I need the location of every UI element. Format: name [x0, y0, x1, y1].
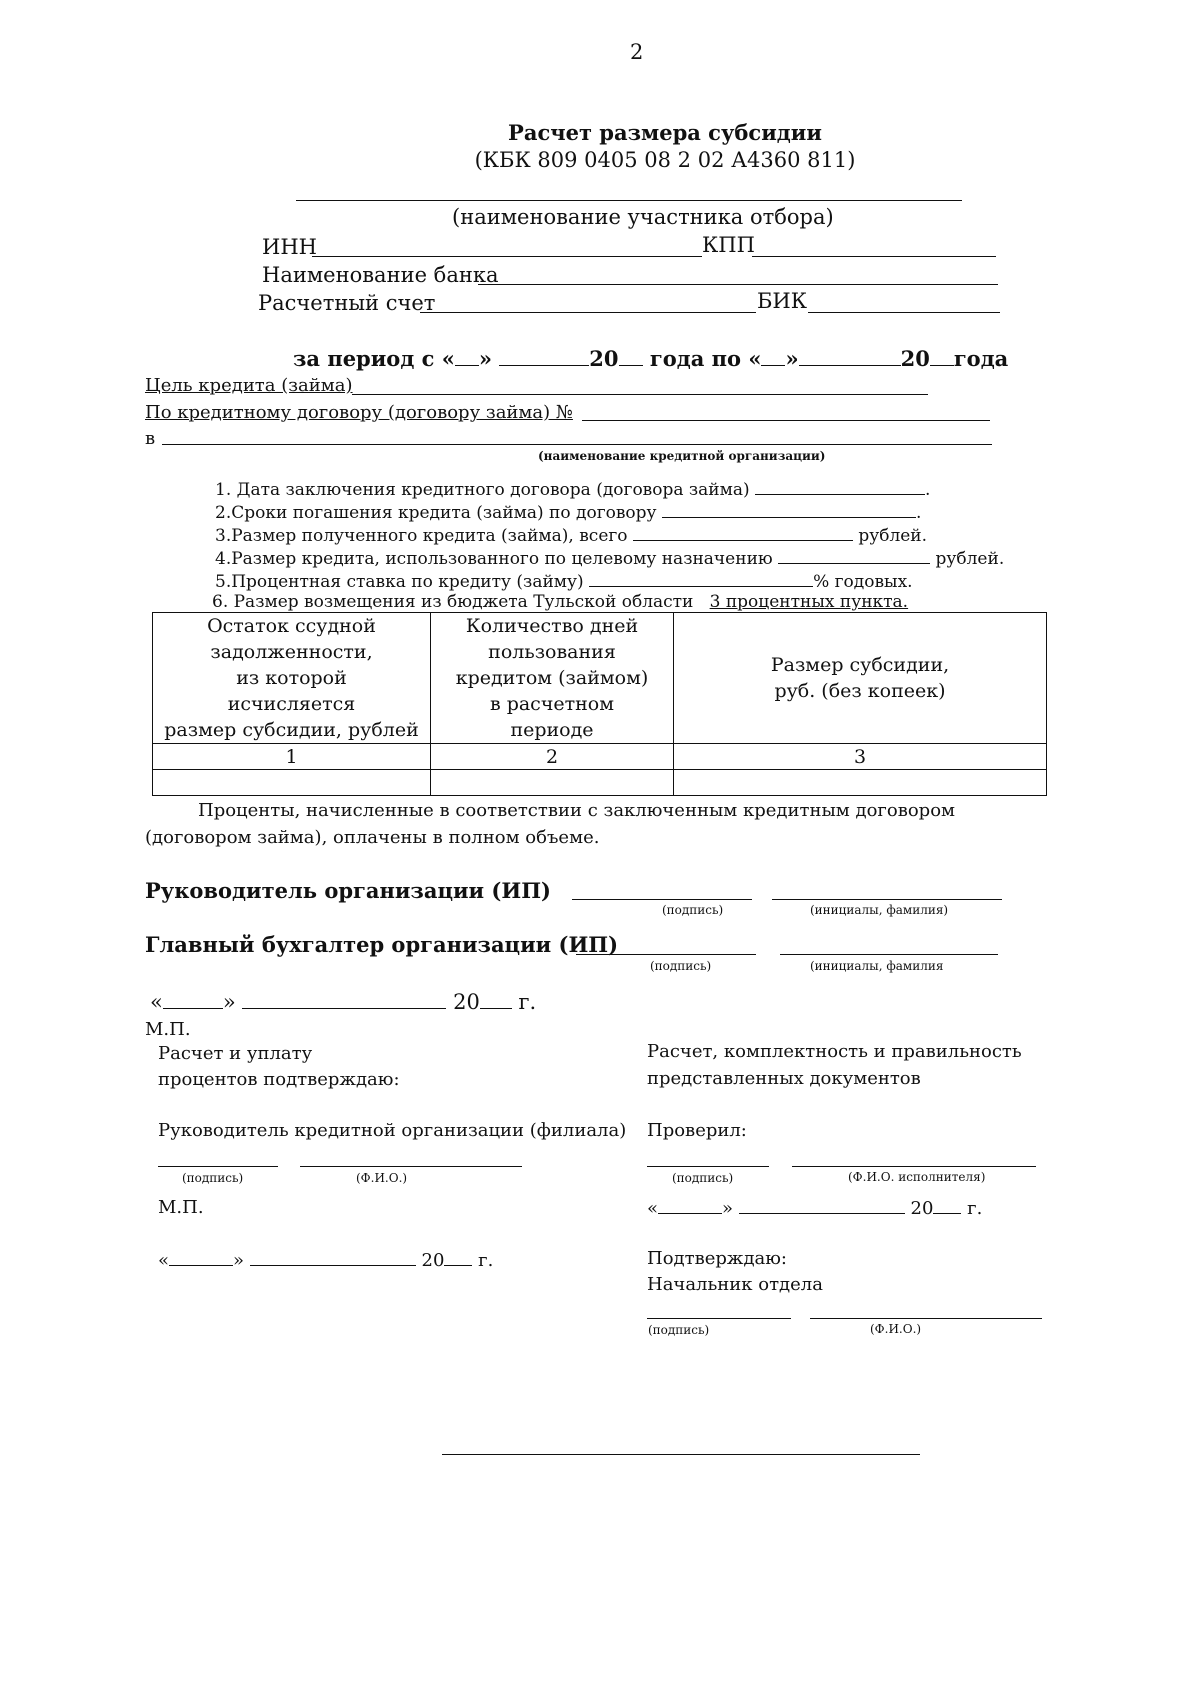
item-4	[215, 546, 1004, 569]
dept-head-signature-field[interactable]	[647, 1318, 791, 1319]
item-6-label: 6. Размер возмещения из бюджета Тульской области	[212, 592, 694, 612]
bank-org-field[interactable]	[162, 444, 992, 445]
checker-date-year-field[interactable]	[933, 1196, 961, 1214]
period-from-label: за период с «	[293, 346, 455, 371]
interest-paragraph-line2: (договором займа), оплачены в полном объеме.	[145, 827, 600, 848]
bank-head-signature-caption: (подпись)	[182, 1171, 244, 1185]
item-1-label: 1. Дата заключения кредитного договора (договора займа)	[215, 480, 750, 500]
item-1-field[interactable]	[755, 477, 925, 495]
bank-name-field[interactable]	[478, 284, 998, 285]
head-org-initials-caption: (инициалы, фамилия)	[810, 903, 949, 917]
bik-field[interactable]	[808, 312, 1000, 313]
period-quote-1: »	[478, 346, 492, 371]
dept-head-name-field[interactable]	[810, 1318, 1042, 1319]
date-month-field[interactable]	[242, 991, 446, 1009]
bank-date-month-field[interactable]	[250, 1248, 416, 1266]
subsidy-amount-cell[interactable]	[674, 770, 1047, 796]
dept-head-label: Начальник отдела	[647, 1274, 823, 1295]
bank-org-caption: (наименование кредитной организации)	[538, 449, 826, 463]
checker-date-day-field[interactable]	[658, 1196, 722, 1214]
document-title: Расчет размера субсидии	[508, 120, 822, 145]
chief-accountant-initials-caption: (инициалы, фамилия	[810, 959, 944, 973]
col-number-2: 2	[431, 744, 674, 770]
bank-head-name-field[interactable]	[300, 1166, 522, 1167]
item-6	[212, 592, 908, 612]
table-header-row	[153, 613, 1047, 744]
header-subsidy-amount: Размер субсидии, руб. (без копеек)	[674, 613, 1047, 744]
bank-date-day-field[interactable]	[169, 1248, 233, 1266]
item-4-field[interactable]	[778, 546, 930, 564]
item-3-end: рублей.	[858, 526, 928, 546]
participant-name-line	[296, 200, 962, 201]
approve-label: Подтверждаю:	[647, 1248, 787, 1269]
item-3-label: 3.Размер полученного кредита (займа), всего	[215, 526, 628, 546]
chief-accountant-signature-field[interactable]	[576, 954, 756, 955]
bank-confirm-date: « » 20 г.	[158, 1250, 494, 1271]
period-year-1: 20	[589, 346, 619, 371]
period-from-year[interactable]	[619, 348, 643, 366]
head-org-name-field[interactable]	[772, 899, 1002, 900]
verify-line2: представленных документов	[647, 1068, 921, 1089]
credit-contract-label: По кредитному договору (договору займа) №	[145, 402, 573, 423]
period-end-label: года	[953, 346, 1009, 371]
bank-date-year-field[interactable]	[444, 1248, 472, 1266]
bik-label: БИК	[757, 289, 807, 313]
signature-date: « » 20 г.	[150, 990, 537, 1014]
period-from-day[interactable]	[455, 348, 479, 366]
bank-head-fio-caption: (Ф.И.О.)	[356, 1171, 408, 1185]
inn-field[interactable]	[312, 256, 702, 257]
head-org-signature-caption: (подпись)	[662, 903, 724, 917]
bank-stamp-label: М.П.	[158, 1197, 204, 1218]
account-field[interactable]	[420, 312, 756, 313]
page-number: 2	[630, 40, 644, 64]
days-count-cell[interactable]	[431, 770, 674, 796]
item-1-end: .	[925, 480, 931, 500]
item-5-end: % годовых.	[813, 572, 913, 592]
checker-name-field[interactable]	[792, 1166, 1036, 1167]
item-5	[215, 569, 913, 592]
bank-head-label: Руководитель кредитной организации (филиала)	[158, 1120, 627, 1141]
checker-signature-caption: (подпись)	[672, 1171, 734, 1185]
dept-head-fio-caption: (Ф.И.О.)	[870, 1322, 922, 1336]
period-from-month[interactable]	[499, 348, 589, 366]
date-year-field[interactable]	[480, 991, 512, 1009]
stamp-label: М.П.	[145, 1019, 191, 1040]
item-4-label: 4.Размер кредита, использованного по целевому назначению	[215, 549, 773, 569]
item-3-field[interactable]	[633, 523, 853, 541]
item-2-label: 2.Сроки погашения кредита (займа) по договору	[215, 503, 657, 523]
bank-head-signature-field[interactable]	[158, 1166, 278, 1167]
head-org-signature-field[interactable]	[572, 899, 752, 900]
credit-purpose-field[interactable]	[352, 394, 928, 395]
kpp-field[interactable]	[752, 256, 996, 257]
item-3	[215, 523, 927, 546]
participant-caption: (наименование участника отбора)	[452, 205, 834, 229]
table-number-row	[153, 744, 1047, 770]
col-number-3: 3	[674, 744, 1047, 770]
period-line	[293, 346, 1008, 371]
subsidy-calc-table	[152, 612, 1047, 796]
item-5-label: 5.Процентная ставка по кредиту (займу)	[215, 572, 584, 592]
kpp-label: КПП	[702, 233, 755, 257]
checker-date-month-field[interactable]	[739, 1196, 905, 1214]
period-to-day[interactable]	[761, 348, 785, 366]
inn-label: ИНН	[262, 235, 317, 259]
interest-paragraph-line1: Проценты, начисленные в соответствии с заключенным кредитным договором	[198, 800, 956, 821]
header-remaining-debt: Остаток ссудной задолженности, из которой исчисляется размер субсидии, рублей	[153, 613, 431, 744]
document-end-line	[442, 1454, 920, 1455]
col-number-1: 1	[153, 744, 431, 770]
remaining-debt-cell[interactable]	[153, 770, 431, 796]
credit-purpose-label: Цель кредита (займа)	[145, 375, 353, 396]
period-to-month[interactable]	[799, 348, 901, 366]
chief-accountant-name-field[interactable]	[780, 954, 998, 955]
period-to-year[interactable]	[930, 348, 954, 366]
head-org-label: Руководитель организации (ИП)	[145, 878, 551, 903]
checker-fio-caption: (Ф.И.О. исполнителя)	[848, 1170, 986, 1184]
item-5-field[interactable]	[589, 569, 813, 587]
item-2-field[interactable]	[662, 500, 916, 518]
verify-line1: Расчет, комплектность и правильность	[647, 1041, 1022, 1062]
checked-label: Проверил:	[647, 1120, 747, 1141]
bank-confirm-line1: Расчет и уплату	[158, 1043, 313, 1064]
item-2-end: .	[915, 503, 922, 523]
period-quote-2: »	[785, 346, 799, 371]
item-4-end: рублей.	[935, 549, 1005, 569]
checker-date: « » 20 г.	[647, 1198, 983, 1219]
item-6-value: 3 процентных пункта.	[709, 592, 909, 612]
table-row	[153, 770, 1047, 796]
item-1	[215, 477, 930, 500]
item-2	[215, 500, 921, 523]
period-to-label: года по «	[649, 346, 762, 371]
in-prefix: в	[145, 428, 156, 449]
period-year-2: 20	[900, 346, 930, 371]
header-days-count: Количество дней пользования кредитом (займом) в расчетном периоде	[431, 613, 674, 744]
chief-accountant-label: Главный бухгалтер организации (ИП)	[145, 932, 619, 957]
date-day-field[interactable]	[163, 991, 223, 1009]
dept-head-signature-caption: (подпись)	[648, 1323, 710, 1337]
kbk-code: (КБК 809 0405 08 2 02 А4360 811)	[474, 148, 856, 172]
chief-accountant-signature-caption: (подпись)	[650, 959, 712, 973]
bank-name-label: Наименование банка	[262, 263, 499, 287]
account-label: Расчетный счет	[258, 291, 436, 315]
credit-contract-field[interactable]	[582, 420, 990, 421]
bank-confirm-line2: процентов подтверждаю:	[158, 1069, 400, 1090]
checker-signature-field[interactable]	[647, 1166, 769, 1167]
